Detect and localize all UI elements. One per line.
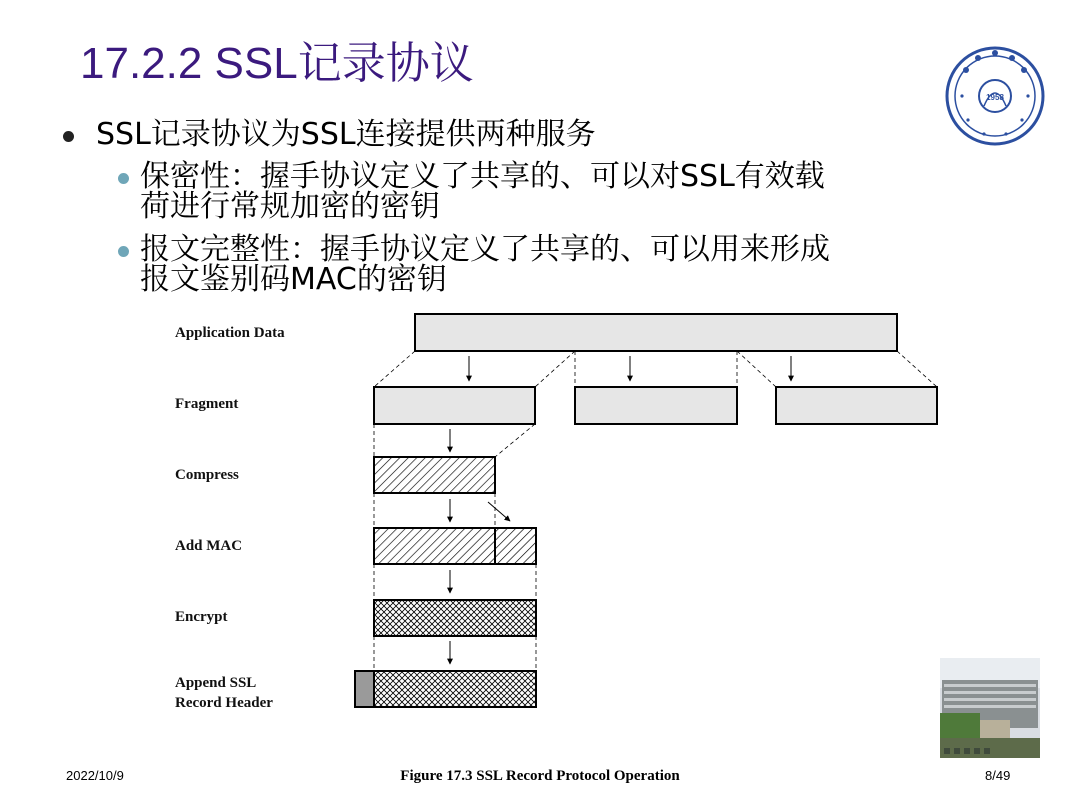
label-encrypt: Encrypt	[175, 609, 228, 625]
logo-year: 1958	[986, 93, 1004, 102]
fragment-box-2	[575, 387, 737, 424]
fragment-box-3	[776, 387, 937, 424]
label-application-data: Application Data	[175, 325, 285, 341]
sub-bullet-2-line-1: 报文完整性：握手协议定义了共享的、可以用来形成	[140, 232, 830, 267]
label-fragment: Fragment	[175, 396, 239, 412]
label-compress: Compress	[175, 467, 239, 483]
sub-bullet-1-line-1: 保密性：握手协议定义了共享的、可以对SSL有效载	[140, 159, 825, 194]
mac-box	[495, 528, 536, 564]
sub-bullet-1-line-2: 荷进行常规加密的密钥	[140, 189, 440, 224]
fragment-box-1	[374, 387, 535, 424]
label-append-line-1: Append SSL	[175, 675, 257, 691]
footer-date: 2022/10/9	[66, 768, 124, 783]
slide-title: 17.2.2 SSL记录协议	[80, 39, 474, 88]
sub-bullet-2-line-2: 报文鉴别码MAC的密钥	[140, 262, 447, 297]
label-add-mac: Add MAC	[175, 538, 243, 554]
encrypt-box	[374, 600, 536, 636]
add-mac-data-box	[374, 528, 495, 564]
compress-box	[374, 457, 495, 493]
figure-caption: Figure 17.3 SSL Record Protocol Operation	[400, 768, 680, 784]
label-append-line-2: Record Header	[175, 695, 273, 711]
page-number: 8/49	[985, 768, 1011, 783]
encrypted-record-box	[374, 671, 536, 707]
application-data-box	[415, 314, 897, 351]
main-bullet-text: SSL记录协议为SSL连接提供两种服务	[96, 117, 596, 152]
campus-photo	[940, 658, 1040, 758]
ssl-header-box	[355, 671, 374, 707]
